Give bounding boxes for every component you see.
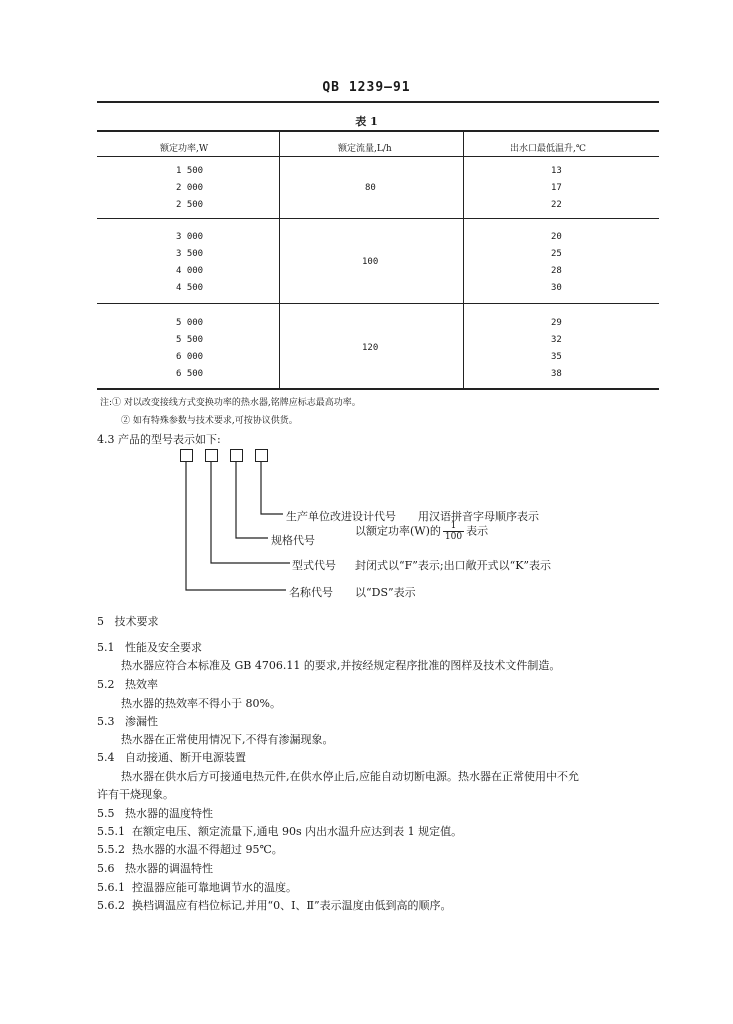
section-heading: [97, 879, 297, 895]
paragraph: 热水器在供水后方可接通电热元件,在供水停止后,应能自动切断电源。热水器在正常使用中不允: [121, 770, 579, 783]
table-note-2: ② 如有特殊参数与技术要求,可按协议供货。: [121, 416, 298, 426]
table-cell-power: 6 000: [176, 352, 204, 362]
section-title: 热水器的水温不得超过 95℃。: [132, 843, 283, 856]
table-cell-temp: 13: [551, 166, 562, 176]
table-cell-power: 5 000: [176, 318, 204, 328]
section-number: 5.5: [97, 807, 115, 820]
section-title: 在额定电压、额定流量下,通电 90s 内出水温升应达到表 1 规定值。: [132, 825, 463, 838]
section-title: 性能及安全要求: [125, 641, 202, 654]
section-heading: [97, 639, 202, 655]
table-cell-temp: 25: [551, 249, 562, 259]
fraction-numerator: 1: [443, 521, 464, 532]
section-heading: [97, 897, 452, 913]
section-title: 技术要求: [114, 615, 159, 628]
paragraph: 热水器的热效率不得小于 80%。: [121, 697, 281, 710]
table-cell-temp: 28: [551, 266, 562, 276]
paragraph: 热水器在正常使用情况下,不得有渗漏现象。: [121, 733, 334, 746]
section-number: 5.5.1: [97, 825, 125, 838]
table-cell-temp: 17: [551, 183, 562, 193]
table-note-1: 注:① 对以改变接线方式变换功率的热水器,铭牌应标志最高功率。: [100, 398, 361, 408]
section-number: 5.4: [97, 751, 115, 764]
model-label-type-code: 型式代号: [292, 559, 336, 572]
table-cell-flow: 100: [362, 257, 379, 267]
table-cell-power: 3 000: [176, 232, 204, 242]
section-number: 5.1: [97, 641, 115, 654]
model-desc-spec-pre: 以额定功率(W)的: [355, 524, 441, 538]
section-number: 5: [97, 615, 104, 628]
section-number: 5.5.2: [97, 843, 125, 856]
table-cell-temp: 20: [551, 232, 562, 242]
table-cell-power: 6 500: [176, 369, 204, 379]
section-title: 渗漏性: [125, 715, 158, 728]
paragraph: 热水器应符合本标准及 GB 4706.11 的要求,并按经规定程序批准的图样及技术文件制造。: [121, 659, 561, 672]
table-cell-temp: 38: [551, 369, 562, 379]
section-title: 自动接通、断开电源装置: [125, 751, 246, 764]
table-cell-flow: 120: [362, 343, 379, 353]
table-cell-flow: 80: [365, 183, 376, 193]
table-cell-temp: 22: [551, 200, 562, 210]
section-heading: [97, 805, 213, 821]
model-heading: 4.3 产品的型号表示如下:: [97, 433, 221, 446]
section-title: 热水器的调温特性: [125, 862, 213, 875]
table-caption: 表 1: [355, 115, 378, 128]
table-cell-power: 4 000: [176, 266, 204, 276]
table-cell-power: 2 000: [176, 183, 204, 193]
table-cell-temp: 35: [551, 352, 562, 362]
section-title: 控温器应能可靠地调节水的温度。: [132, 881, 297, 894]
section-heading: [97, 823, 462, 839]
section-heading: [97, 749, 246, 765]
table-cell-power: 2 500: [176, 200, 204, 210]
model-desc-designer-code: 用汉语拼音字母顺序表示: [418, 510, 539, 523]
model-label-name-code: 名称代号: [289, 586, 333, 599]
table-cell-power: 4 500: [176, 283, 204, 293]
section-number: 5.2: [97, 678, 115, 691]
table-cell-temp: 29: [551, 318, 562, 328]
section-number: 5.6.1: [97, 881, 125, 894]
table-cell-temp: 32: [551, 335, 562, 345]
table-header-temp: 出水口最低温升,℃: [510, 144, 586, 154]
section-heading: [97, 676, 158, 692]
section-number: 5.3: [97, 715, 115, 728]
section-title: 热效率: [125, 678, 158, 691]
section-heading: [97, 841, 283, 857]
section-heading: [97, 713, 158, 729]
section-number: 5.6.2: [97, 899, 125, 912]
model-desc-name-code: 以“DS”表示: [355, 586, 416, 599]
table-cell-temp: 30: [551, 283, 562, 293]
fraction-denominator: 100: [444, 532, 463, 542]
section-title: 热水器的温度特性: [125, 807, 213, 820]
section-number: 5.6: [97, 862, 115, 875]
section-heading: [97, 613, 159, 629]
section-heading: [97, 860, 213, 876]
table-header-flow: 额定流量,L/h: [338, 144, 392, 154]
table-header-power: 额定功率,W: [160, 144, 209, 154]
table-cell-power: 5 500: [176, 335, 204, 345]
table-cell-power: 1 500: [176, 166, 204, 176]
paragraph: 许有干烧现象。: [97, 788, 174, 801]
model-label-spec-code: 规格代号: [271, 534, 315, 547]
fraction: [443, 521, 464, 542]
document-code: QB 1239—91: [322, 80, 411, 95]
section-title: 换档调温应有档位标记,并用“0、Ⅰ、Ⅱ”表示温度由低到高的顺序。: [132, 899, 452, 912]
model-label-designer-code: 生产单位改进设计代号: [286, 510, 396, 523]
model-desc-type-code: 封闭式以“F”表示;出口敞开式以“K”表示: [355, 559, 552, 572]
table-cell-power: 3 500: [176, 249, 204, 259]
model-desc-spec-code: [355, 521, 488, 542]
model-desc-spec-post: 表示: [466, 524, 489, 538]
